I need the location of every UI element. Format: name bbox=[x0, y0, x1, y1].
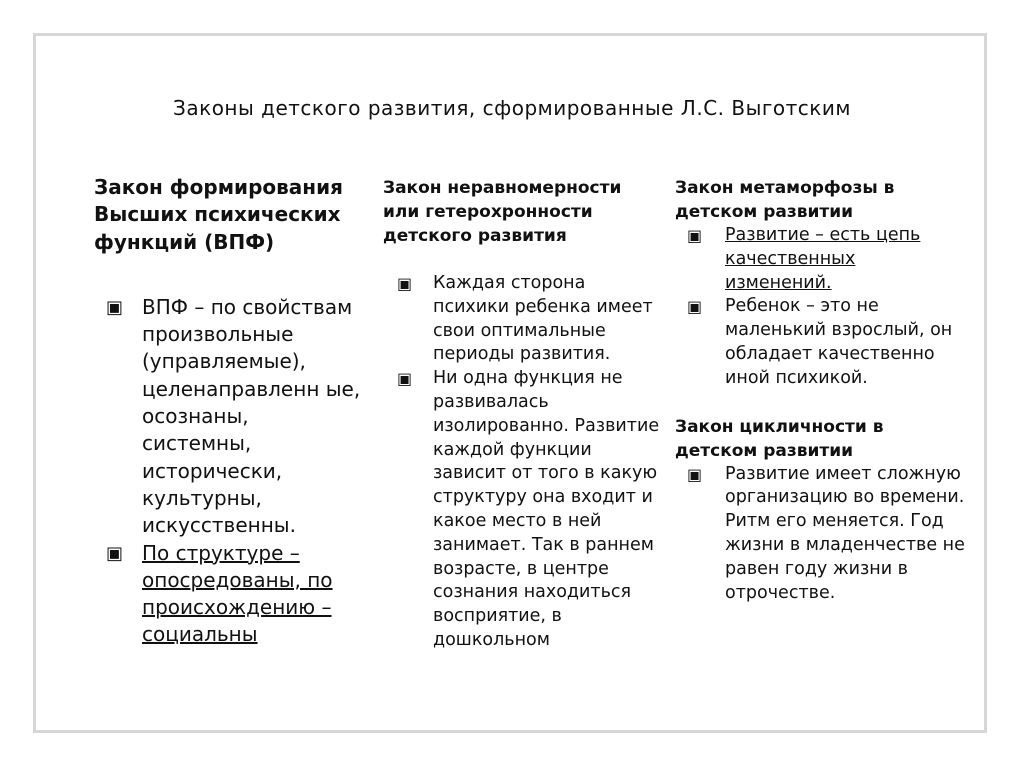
list-item-text: Ребенок – это не маленький взрослый, он обладает качественно иной психикой. bbox=[725, 296, 953, 388]
bullet-square-icon: ▣ bbox=[397, 274, 413, 293]
column-vpf bbox=[94, 174, 364, 649]
column-heterochrony bbox=[383, 176, 663, 653]
bullet-square-icon: ▣ bbox=[687, 464, 703, 484]
column-heading: Закон метаморфозы в детском развитии bbox=[675, 178, 895, 222]
list-item bbox=[94, 540, 364, 649]
list-item-text: Развитие имеет сложную организацию во времени. Ритм его меняется. Год жизни в младенчестве не равен году жизни в отрочестве. bbox=[725, 463, 965, 603]
column-heading: Закон неравномерности или гетерохронности детского развития bbox=[383, 178, 622, 246]
list-item-text: Каждая сторона психики ребенка имеет свои оптимальные периоды развития. bbox=[433, 273, 653, 365]
list-item bbox=[383, 367, 663, 653]
bullet-list bbox=[675, 463, 965, 606]
list-item-text: ВПФ – по свойствам произвольные (управляемые), целенаправленн ые, осознаны, системны, исторически, культурны, искусственны. bbox=[142, 294, 361, 538]
list-item-text: По структуре – опосредованы, по происхождению – социальны bbox=[142, 540, 333, 647]
slide-title: Законы детского развития, сформированные Л.С. Выготским bbox=[173, 96, 851, 120]
bullet-square-icon: ▣ bbox=[687, 297, 703, 317]
list-item bbox=[675, 224, 965, 295]
column-metamorphosis-cyclicity bbox=[675, 176, 965, 605]
column-heading: Закон формирования Высших психических функций (ВПФ) bbox=[94, 175, 343, 254]
bullet-square-icon: ▣ bbox=[687, 226, 703, 245]
bullet-list bbox=[383, 272, 663, 653]
column-heading: Закон цикличности в детском развитии bbox=[675, 416, 884, 461]
list-item bbox=[383, 272, 663, 367]
bullet-list bbox=[94, 294, 364, 649]
bullet-square-icon: ▣ bbox=[106, 296, 124, 318]
list-item-text: Развитие – есть цепь качественных изменений. bbox=[725, 225, 921, 293]
bullet-square-icon: ▣ bbox=[397, 369, 413, 389]
list-item bbox=[675, 295, 965, 390]
list-item-text: Ни одна функция не развивалась изолированно. Развитие каждой функции зависит от того в какую структуру она входит и какое место в ней занимает. Так в раннем возрасте, в центре сознания находиться восприятие, в дошкольном bbox=[433, 368, 660, 650]
bullet-list bbox=[675, 224, 965, 391]
bullet-square-icon: ▣ bbox=[106, 542, 124, 564]
list-item bbox=[94, 294, 364, 540]
list-item bbox=[675, 463, 965, 606]
